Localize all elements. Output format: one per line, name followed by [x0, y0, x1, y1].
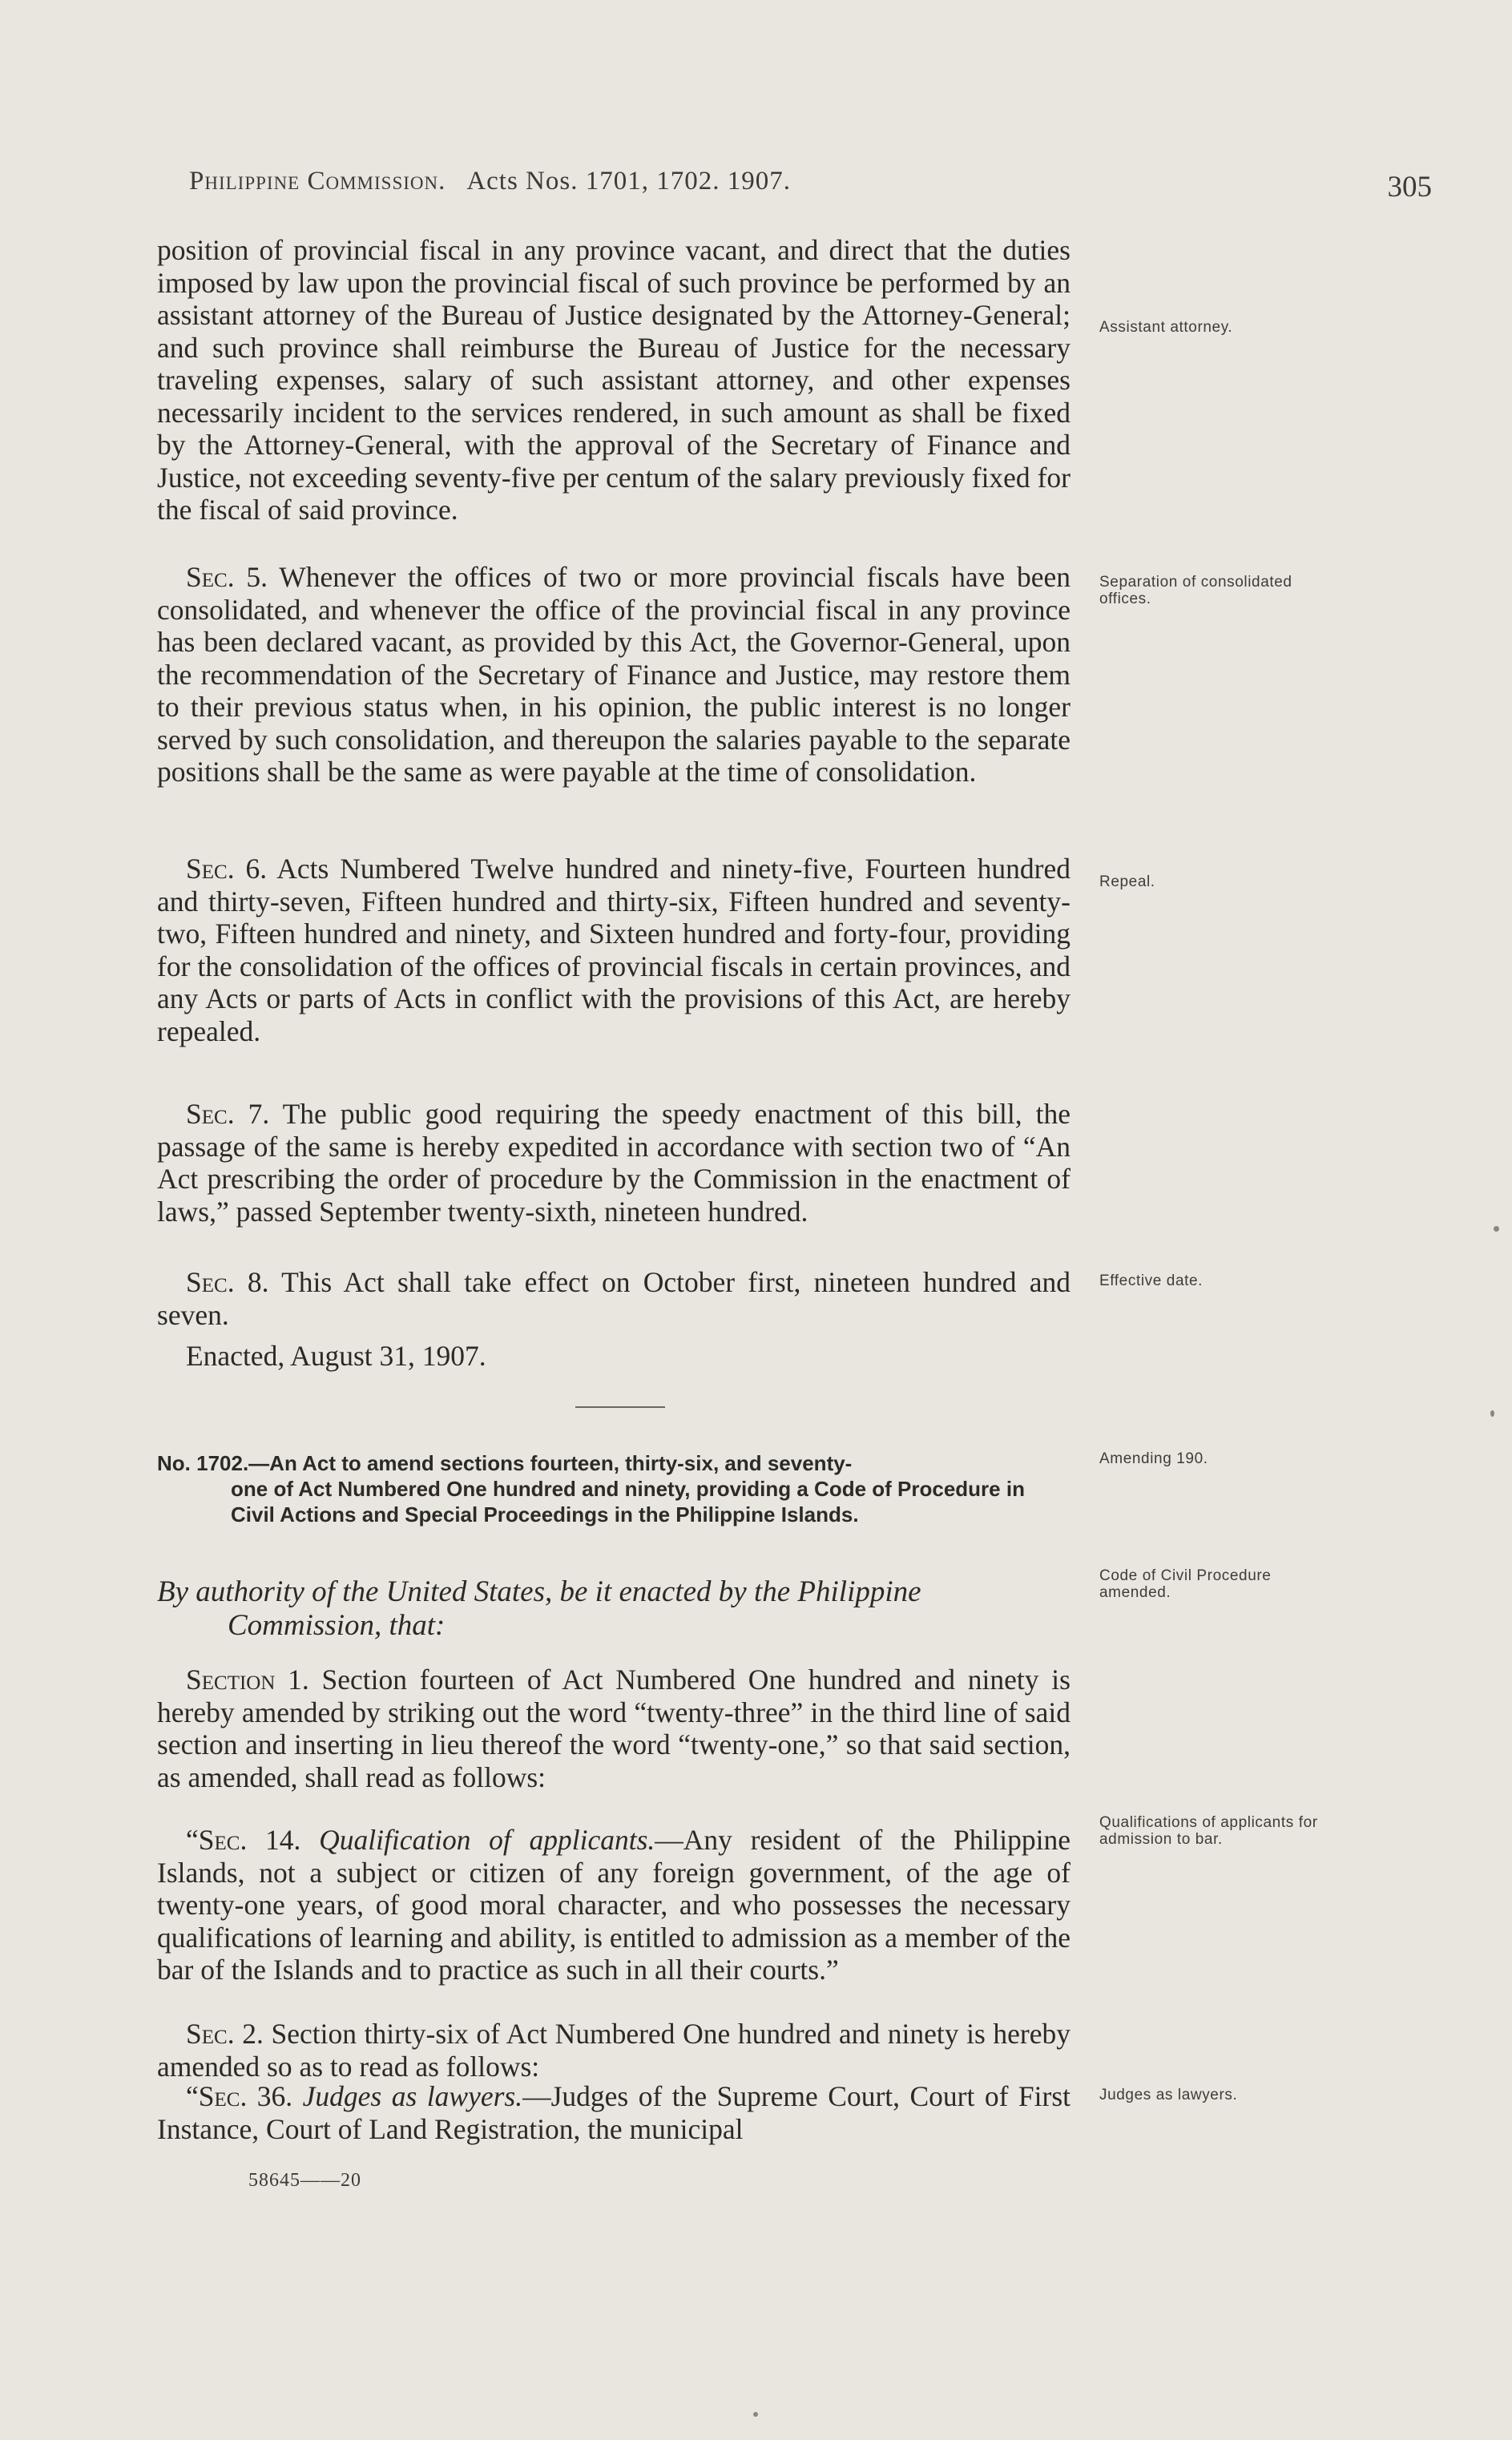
running-head [189, 167, 791, 196]
section-divider [575, 1406, 665, 1408]
section-7 [157, 1098, 1070, 1228]
paragraph-continuation [157, 234, 1070, 526]
enacted-line [157, 1340, 1070, 1373]
paper-speck [1494, 1226, 1499, 1232]
section-label: Sec. 2. [186, 2018, 264, 2050]
enacting-clause-line2: Commission, that: [228, 1609, 446, 1642]
quoted-section-36 [157, 2080, 1070, 2145]
section-text: Section fourteen of Act Numbered One hundred and ninety is hereby amended by striking out the word “twenty-three” in the third line of said section and inserting in lieu thereof the word “twenty-one,” so that said section, as amended, shall read as follows: [157, 1664, 1070, 1793]
quoted-section-14 [157, 1824, 1070, 1986]
section-label: Sec. 5. [186, 561, 268, 593]
act-heading [157, 1450, 1070, 1527]
running-head-commission: Philippine Commission. [189, 167, 446, 196]
margin-note-code-civil-procedure: Code of Civil Procedure amended. [1099, 1567, 1272, 1601]
section-label: “Sec. 14. [186, 1824, 301, 1856]
paper-speck [753, 2412, 758, 2417]
enacting-clause [157, 1575, 1070, 1643]
act-heading-first-line: No. 1702.—An Act to amend sections fourteen, thirty-six, and seventy- [157, 1451, 853, 1475]
section-5 [157, 561, 1070, 788]
margin-note-judges-as-lawyers: Judges as lawyers. [1099, 2087, 1238, 2103]
section-text: Section thirty-six of Act Numbered One hundred and ninety is hereby amended so as to read as follows: [157, 2018, 1071, 2083]
section-2 [157, 2018, 1070, 2083]
section-1 [157, 1664, 1070, 1793]
margin-note-assistant-attorney: Assistant attorney. [1099, 319, 1233, 336]
section-text: —Judges of the Supreme Court, Court of First Instance, Court of Land Registration, the municipal [157, 2080, 1070, 2145]
paper-speck [1490, 1410, 1494, 1417]
section-label: Sec. 6. [186, 853, 268, 885]
running-head-acts: Acts Nos. 1701, 1702. 1907. [466, 167, 791, 196]
section-label: “Sec. 36. [186, 2080, 293, 2112]
enacted-text: Enacted, August 31, 1907. [186, 1340, 486, 1372]
section-label: Sec. 8. [186, 1266, 269, 1298]
section-text: The public good requiring the speedy enactment of this bill, the passage of the same is hereby expedited in accordance with section two of “An Act prescribing the order of procedure by the Commission in the enactment of laws,” passed September twenty-sixth, nineteen hundred. [157, 1098, 1070, 1228]
section-text: This Act shall take effect on October first, nineteen hundred and seven. [157, 1266, 1070, 1331]
section-label: Section 1. [186, 1664, 309, 1696]
section-text: —Any resident of the Philippine Islands, not a subject or citizen of any foreign government, of the age of twenty-one years, of good moral character, and who possesses the necessary qualifications of learning and ability, is entitled to admission as a member of the bar of the Islands and to practice as such in all their courts.” [157, 1824, 1070, 1986]
margin-note-separation: Separation of consolidated offices. [1099, 574, 1292, 607]
enacting-clause-line1: By authority of the United States, be it enacted by the Philippine [157, 1575, 921, 1608]
paragraph-text: position of provincial fiscal in any province vacant, and direct that the duties imposed by law upon the provincial fiscal of such province be performed by an assistant attorney of the Bureau of Justice designated by the Attorney-General; and such province shall reimburse the Bureau of Justice for the necessary traveling expenses, salary of such assistant attorney, and other expenses necessarily incident to the services rendered, in such amount as shall be fixed by the Attorney-General, with the approval of the Secretary of Finance and Justice, not exceeding seventy-five per centum of the salary previously fixed for the fiscal of said province. [157, 234, 1070, 526]
section-title: Judges as lawyers. [302, 2080, 523, 2112]
margin-note-repeal: Repeal. [1099, 873, 1155, 890]
section-8 [157, 1266, 1070, 1331]
section-text: Whenever the offices of two or more provincial fiscals have been consolidated, and whenever the office of the provincial fiscal in any province has been declared vacant, as provided by this Act, the Governor-General, upon the recommendation of the Secretary of Finance and Justice, may restore them to their previous status when, in his opinion, the public interest is no longer served by such consolidation, and thereupon the salaries payable to the separate positions shall be the same as were payable at the time of consolidation. [157, 561, 1071, 788]
margin-note-effective-date: Effective date. [1099, 1272, 1204, 1289]
margin-note-qualifications: Qualifications of applicants for admission to bar. [1099, 1814, 1318, 1848]
act-heading-rest: one of Act Numbered One hundred and ninety, providing a Code of Procedure in Civil Actions and Special Proceedings in the Philippine Islands. [231, 1477, 1025, 1527]
section-text: Acts Numbered Twelve hundred and ninety-five, Fourteen hundred and thirty-seven, Fifteen hundred and thirty-six, Fifteen hundred and seventy-two, Fifteen hundred and ninety, and Sixteen hundred and forty-four, providing for the consolidation of the offices of provincial fiscals in certain provinces, and any Acts or parts of Acts in conflict with the provisions of this Act, are hereby repealed. [157, 853, 1070, 1047]
section-label: Sec. 7. [186, 1098, 270, 1130]
printer-signature: 58645——20 [248, 2170, 361, 2191]
page-number: 305 [1387, 171, 1432, 204]
section-title: Qualification of applicants. [319, 1824, 655, 1856]
section-6 [157, 853, 1070, 1047]
margin-note-amending-190: Amending 190. [1099, 1450, 1208, 1467]
